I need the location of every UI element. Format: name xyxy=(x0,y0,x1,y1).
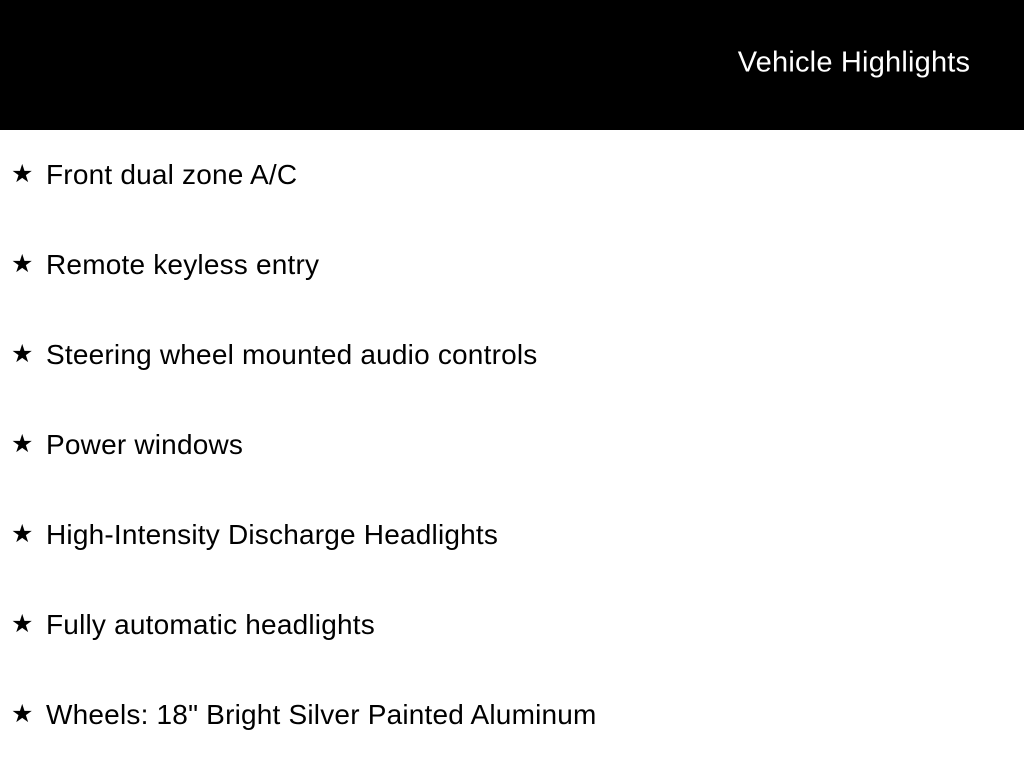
star-icon: ★ xyxy=(11,609,34,638)
list-item-label: High-Intensity Discharge Headlights xyxy=(46,519,499,550)
star-icon: ★ xyxy=(11,699,34,728)
list-item-label: Power windows xyxy=(46,429,244,460)
list-item xyxy=(11,130,1024,220)
list-item xyxy=(11,400,1024,490)
list-item-label: Fully automatic headlights xyxy=(46,609,375,640)
list-item xyxy=(11,310,1024,400)
list-item xyxy=(11,490,1024,580)
list-item-label: Steering wheel mounted audio controls xyxy=(46,339,538,370)
highlights-list xyxy=(0,130,1024,760)
star-icon: ★ xyxy=(11,429,34,458)
page-title: Vehicle Highlights xyxy=(737,46,971,79)
header-bar xyxy=(0,0,1024,130)
list-item-label: Wheels: 18" Bright Silver Painted Aluminum xyxy=(46,699,597,730)
star-icon: ★ xyxy=(11,159,34,188)
list-item-label: Front dual zone A/C xyxy=(46,159,298,190)
star-icon: ★ xyxy=(11,519,34,548)
list-item xyxy=(11,670,1024,760)
star-icon: ★ xyxy=(11,249,34,278)
list-item-label: Remote keyless entry xyxy=(46,249,320,280)
list-item xyxy=(11,580,1024,670)
star-icon: ★ xyxy=(11,339,34,368)
list-item xyxy=(11,220,1024,310)
